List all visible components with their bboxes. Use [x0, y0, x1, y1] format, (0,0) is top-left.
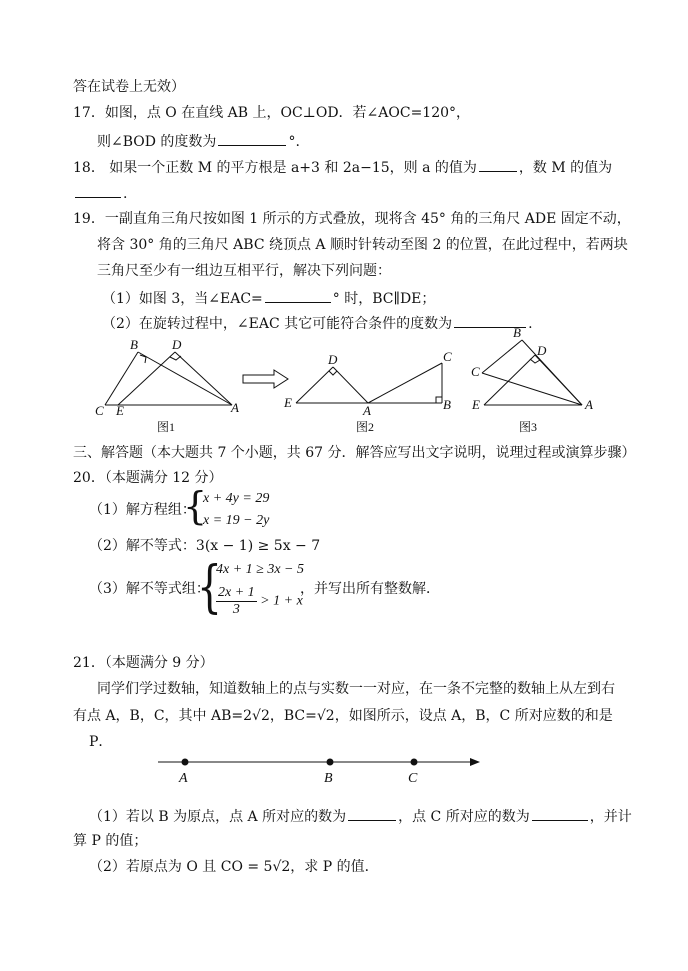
- q20-part3-fraction: [216, 585, 257, 618]
- q21-part1-text: （1）若以 B 为原点，点 A 所对应的数为: [89, 809, 347, 825]
- q19-part2-tail: .: [528, 316, 533, 332]
- q17-line1: 17．如图，点 O 在直线 AB 上，OC⊥OD．若∠AOC=120°，: [73, 105, 471, 121]
- figure-1-diagram: [105, 352, 232, 405]
- q18-line1-text: 18． 如果一个正数 M 的平方根是 a+3 和 2a−15，则 a 的值为: [73, 160, 477, 176]
- q18-line2: [73, 183, 127, 203]
- q20-part1-eq1: x + 4y = 29: [203, 491, 270, 506]
- fraction-denominator: 3: [232, 602, 240, 617]
- q21-part1-mid: ，点 C 所对应的数为: [398, 809, 530, 825]
- q21-part1-end: ，并计: [589, 809, 632, 825]
- section3-heading: 三、解答题（本大题共 7 个小题，共 67 分．解答应写出文字说明，说理过程或演算步骤）: [73, 445, 636, 461]
- q17-line2-tail: °.: [288, 134, 300, 150]
- q18-line2-tail: .: [123, 186, 128, 202]
- q20-part3-tail: ，并写出所有整数解．: [300, 581, 440, 597]
- fig1-caption: 图1: [157, 420, 176, 434]
- arrow-right-icon: [470, 758, 480, 766]
- fig3-label-C: C: [471, 364, 480, 379]
- q21-part1-blank-c: [532, 806, 588, 821]
- q20-part1-label: （1）解方程组：: [89, 502, 196, 518]
- fig1-label-D: D: [172, 337, 182, 352]
- q21-part1: [89, 806, 632, 826]
- number-line: [150, 750, 490, 786]
- q19-part2-text: （2）在旋转过程中，∠EAC 其它可能符合条件的度数为: [102, 316, 453, 332]
- q20-part1-brace: {: [183, 484, 208, 528]
- q18-line1-mid: ，数 M 的值为: [518, 160, 613, 176]
- q18-answer-blank-a: [479, 157, 517, 172]
- fig2-label-C: C: [443, 349, 452, 364]
- q21-line1: 同学们学过数轴，知道数轴上的点与实数一一对应，在一条不完整的数轴上从左到右: [97, 681, 615, 697]
- q19-part1-tail: ° 时，BC∥DE；: [332, 291, 436, 307]
- figure-2-diagram: [296, 363, 442, 403]
- q19-part2: [102, 313, 533, 333]
- fig2-label-D: D: [328, 352, 338, 367]
- q20-part1-eq2: x = 19 − 2y: [203, 513, 270, 528]
- fig1-label-E: E: [116, 403, 124, 418]
- fig3-label-E: E: [472, 397, 480, 412]
- fig1-label-C: C: [95, 403, 104, 418]
- fig2-caption: 图2: [356, 420, 375, 434]
- fig3-label-A: A: [585, 397, 593, 412]
- q20-part3-brace: {: [197, 555, 222, 620]
- q20-part3-eq2: [216, 585, 303, 618]
- point-B: [327, 759, 334, 766]
- q18-line1: [73, 157, 612, 177]
- point-A: [182, 759, 189, 766]
- q21-line2: 有点 A，B，C，其中 AB=2√2，BC=√2，如图所示，设点 A，B，C 所对应数的和是: [73, 708, 613, 724]
- q21-part2: （2）若原点为 O 且 CO = 5√2，求 P 的值．: [89, 859, 379, 875]
- q19-line2: 将含 30° 角的三角尺 ABC 绕顶点 A 顺时针转动至图 2 的位置，在此过程中，若两块: [97, 237, 628, 253]
- point-C-label: C: [408, 771, 418, 786]
- q17-answer-blank: [218, 131, 286, 146]
- q21-line3: P．: [89, 734, 113, 750]
- q19-part1-text: （1）如图 3，当∠EAC=: [102, 291, 263, 307]
- q19-part1-blank: [265, 288, 331, 303]
- q21-part1-blank-a: [348, 806, 396, 821]
- q20-part2: （2）解不等式：3(x − 1) ≥ 5x − 7: [89, 538, 321, 554]
- fig2-label-E: E: [284, 395, 292, 410]
- fraction-numerator: 2x + 1: [218, 585, 255, 600]
- q17-line2-text: 则∠BOD 的度数为: [97, 134, 217, 150]
- q21-part1-line2: 算 P 的值；: [73, 833, 148, 849]
- q19-line1: 19．一副直角三角尺按如图 1 所示的方式叠放，现将含 45° 角的三角尺 ADE 固定不动，: [73, 211, 631, 227]
- q19-part1: [102, 288, 435, 308]
- intro-text: 答在试卷上无效）: [73, 79, 185, 95]
- fig1-label-B: B: [130, 337, 138, 352]
- point-B-label: B: [324, 771, 333, 786]
- fig1-label-A: A: [231, 400, 239, 415]
- q20-part3-eq2-rest: > 1 + x: [260, 593, 303, 609]
- q20-part3-eq1: 4x + 1 ≥ 3x − 5: [216, 562, 305, 577]
- point-C: [411, 759, 418, 766]
- q20-title: 20．（本题满分 12 分）: [73, 470, 223, 486]
- fig3-label-D: D: [537, 343, 547, 358]
- fig2-label-B: B: [443, 397, 451, 412]
- q17-line2: [97, 131, 300, 151]
- q21-title: 21．（本题满分 9 分）: [73, 655, 214, 671]
- point-A-label: A: [179, 771, 188, 786]
- q18-answer-blank-m: [75, 183, 121, 198]
- q19-line3: 三角尺至少有一组边互相平行，解决下列问题：: [97, 263, 391, 279]
- right-arrow-icon: [243, 370, 288, 388]
- q19-figures: [0, 325, 688, 438]
- fig3-caption: 图3: [519, 420, 538, 434]
- q20-part3-label: （3）解不等式组：: [89, 581, 210, 597]
- figure-3-diagram: [482, 340, 582, 405]
- fig3-label-B: B: [513, 325, 521, 340]
- fig2-label-A: A: [363, 403, 371, 418]
